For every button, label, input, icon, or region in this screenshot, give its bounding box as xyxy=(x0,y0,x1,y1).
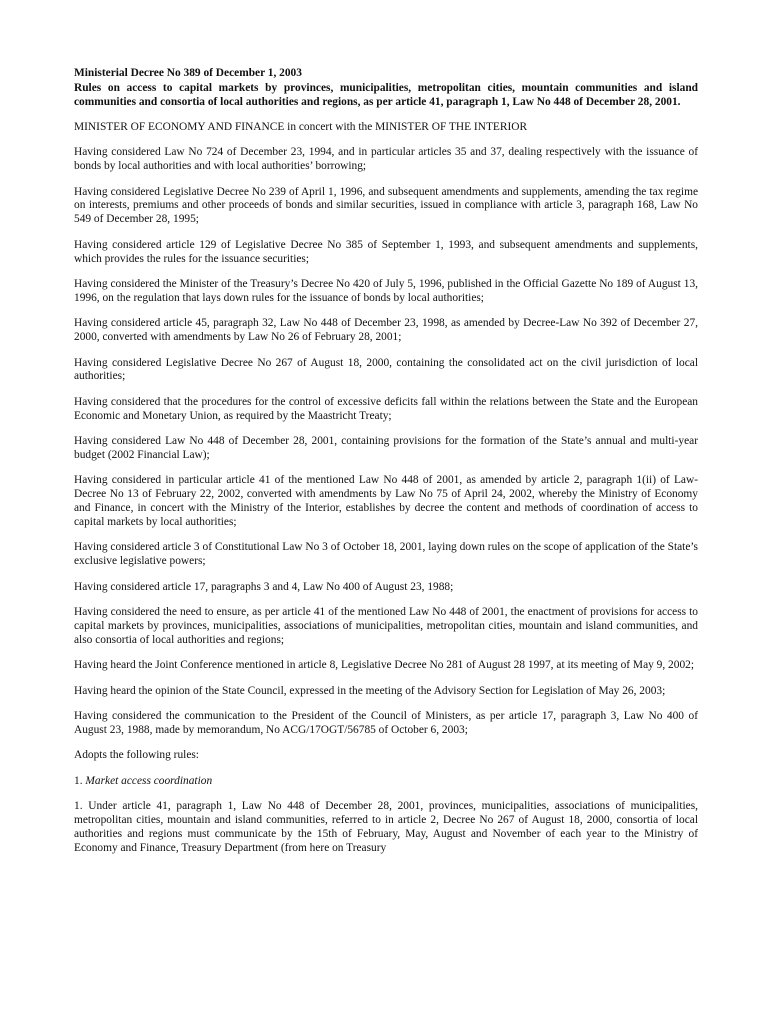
decree-title: Ministerial Decree No 389 of December 1, 2003 xyxy=(74,67,302,79)
section-title: Market access coordination xyxy=(85,774,213,787)
recital-paragraph: Having considered article 3 of Constitutional Law No 3 of October 18, 2001, laying down rules on the scope of application of the State’s exclusive legislative powers; xyxy=(74,541,698,568)
section-heading xyxy=(74,775,698,789)
recital-paragraph: Having considered Law No 448 of December 28, 2001, containing provisions for the formation of the State’s annual and multi-year budget (2002 Financial Law); xyxy=(74,435,698,461)
adopts-line: Adopts the following rules: xyxy=(74,749,199,762)
section-number: 1. xyxy=(74,774,83,787)
decree-subtitle: Rules on access to capital markets by provinces, municipalities, metropolitan cities, mountain communities and island communities and consortia of local authorities and regions, as per article 41, paragraph 1, Law No 448 of December 28, 2001. xyxy=(74,81,698,109)
article-paragraph: 1. Under article 41, paragraph 1, Law No 448 of December 28, 2001, provinces, municipalities, associations of municipalities, metropolitan cities, mountain and island communities, referred to in article 2, Decree No 267 of August 18, 2000, consortia of local authorities and regions must communicate by the 15th of February, May, August and November of each year to the Ministry of Economy and Finance, Treasury Department (from here on Treasury xyxy=(74,800,698,854)
recital-paragraph: Having heard the opinion of the State Council, expressed in the meeting of the Advisory Section for Legislation of May 26, 2003; xyxy=(74,684,666,697)
issuer-line: MINISTER OF ECONOMY AND FINANCE in concert with the MINISTER OF THE INTERIOR xyxy=(74,120,528,133)
decree-title-block xyxy=(74,66,698,110)
recital-paragraph: Having considered that the procedures for the control of excessive deficits fall within the relations between the State and the European Economic and Monetary Union, as required by the Maastricht Treaty; xyxy=(74,395,698,422)
recital-paragraph: Having considered Legislative Decree No 239 of April 1, 1996, and subsequent amendments and supplements, amending the tax regime on interests, premiums and other proceeds of bonds and similar securities, issued in compliance with article 3, paragraph 168, Law No 549 of December 28, 1995; xyxy=(74,185,698,226)
recital-paragraph: Having considered the Minister of the Treasury’s Decree No 420 of July 5, 1996, published in the Official Gazette No 189 of August 13, 1996, on the regulation that lays down rules for the issuance of bonds by local authorities; xyxy=(74,278,698,304)
recital-paragraph: Having considered Legislative Decree No 267 of August 18, 2000, containing the consolidated act on the civil jurisdiction of local authorities; xyxy=(74,356,698,383)
recital-paragraph: Having considered Law No 724 of December 23, 1994, and in particular articles 35 and 37, dealing respectively with the issuance of bonds by local authorities and with local authorities’ borrowing; xyxy=(74,146,698,173)
recital-paragraph: Having considered article 17, paragraphs 3 and 4, Law No 400 of August 23, 1988; xyxy=(74,580,454,593)
recital-paragraph: Having heard the Joint Conference mentioned in article 8, Legislative Decree No 281 of August 28 1997, at its meeting of May 9, 2002; xyxy=(74,659,694,672)
recital-paragraph: Having considered article 129 of Legislative Decree No 385 of September 1, 1993, and subsequent amendments and supplements, which provides the rules for the issuance securities; xyxy=(74,238,698,265)
document-page xyxy=(74,66,698,867)
recital-paragraph: Having considered article 45, paragraph 32, Law No 448 of December 23, 1998, as amended by Decree-Law No 392 of December 27, 2000, converted with amendments by Law No 26 of February 28, 2001; xyxy=(74,317,698,344)
recital-paragraph: Having considered the communication to the President of the Council of Ministers, as per article 17, paragraph 3, Law No 400 of August 23, 1988, made by memorandum, No ACG/17OGT/56785 of October 6, 2003; xyxy=(74,710,698,736)
recital-paragraph: Having considered in particular article 41 of the mentioned Law No 448 of 2001, as amended by article 2, paragraph 1(ii) of Law-Decree No 13 of February 22, 2002, converted with amendments by Law No 75 of April 24, 2002, whereby the Ministry of Economy and Finance, in concert with the Ministry of the Interior, establishes by decree the content and methods of coordination of access to capital markets by local authorities; xyxy=(74,474,698,528)
recital-paragraph: Having considered the need to ensure, as per article 41 of the mentioned Law No 448 of 2001, the enactment of provisions for access to capital markets by provinces, municipalities, associations of municipalities, metropolitan cities, mountain and island communities, and also consortia of local authorities and regions; xyxy=(74,606,698,646)
